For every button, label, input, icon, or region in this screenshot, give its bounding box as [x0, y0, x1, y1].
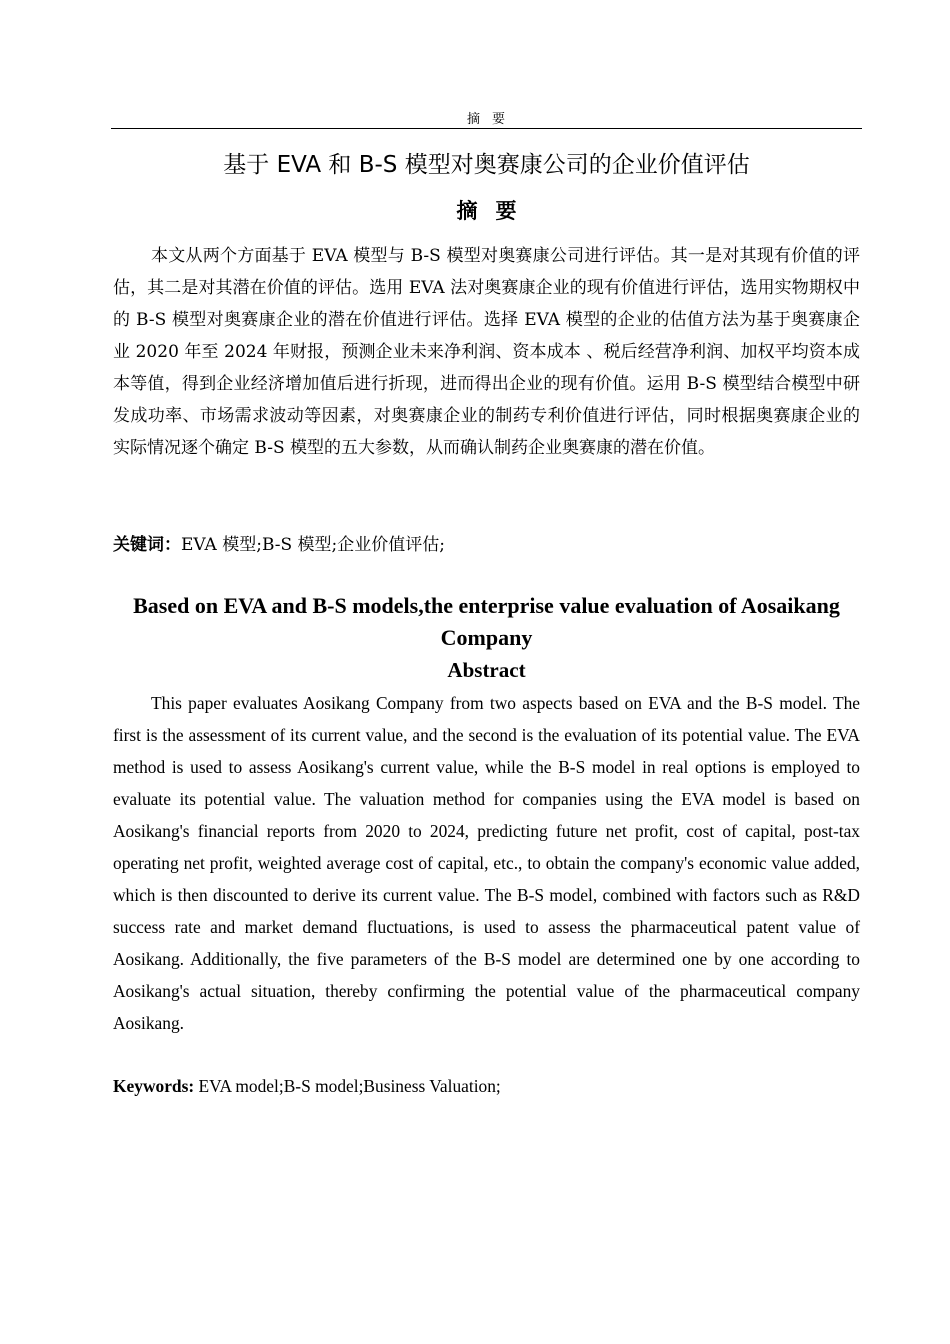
chinese-abstract-heading: 摘要 [456, 199, 535, 223]
english-title: Based on EVA and B-S models,the enterprise value evaluation of Aosaikang Company [133, 593, 840, 650]
english-keywords [113, 1070, 860, 1102]
chinese-keywords [113, 529, 860, 561]
chinese-title: 基于 EVA 和 B-S 模型对奥赛康公司的企业价值评估 [223, 152, 750, 178]
english-keywords-text: EVA model;B-S model;Business Valuation; [194, 1076, 501, 1096]
chinese-abstract-body: 本文从两个方面基于 EVA 模型与 B-S 模型对奥赛康公司进行评估。其一是对其现有价值的评估，其二是对其潜在价值的评估。选用 EVA 法对奥赛康企业的现有价值进行评估，选用实物期权中的 B-S 模型对奥赛康企业的潜在价值进行评估。选择 EVA 模型的企业的估值方法为基于奥赛康企业 2020 年至 2024 年财报，预测企业未来净利润、资本成本 、税后经营净利润、加权平均资本成本等值，得到企业经济增加值后进行折现，进而得出企业的现有价值。运用 B-S 模型结合模型中研发成功率、市场需求波动等因素，对奥赛康企业的制药专利价值进行评估，同时根据奥赛康企业的实际情况逐个确定 B-S 模型的五大参数，从而确认制药企业奥赛康的潜在价值。 [113, 246, 860, 458]
header-rule [111, 128, 862, 129]
english-abstract-heading: Abstract [447, 658, 526, 682]
chinese-keywords-label: 关键词： [113, 535, 181, 555]
chinese-keywords-text: EVA 模型;B-S 模型;企业价值评估; [181, 535, 445, 555]
running-header: 摘要 [466, 111, 517, 126]
english-abstract-body: This paper evaluates Aosikang Company from two aspects based on EVA and the B-S model. The first is the assessment of its current value, and the second is the evaluation of its potential value. The EVA method is used to assess Aosikang's current value, while the B-S model in real options is employed to evaluate its potential value. The valuation method for companies using the EVA model is based on Aosikang's financial reports from 2020 to 2024, predicting future net profit, cost of capital, post-tax operating net profit, weighted average cost of capital, etc., to obtain the company's economic value added, which is then discounted to derive its current value. The B-S model, combined with factors such as R&D success rate and market demand fluctuations, is used to assess the pharmaceutical patent value of Aosikang. Additionally, the five parameters of the B-S model are determined one by one according to Aosikang's actual situation, thereby confirming the potential value of the pharmaceutical company Aosikang. [113, 693, 860, 1033]
english-keywords-label: Keywords: [113, 1076, 195, 1096]
